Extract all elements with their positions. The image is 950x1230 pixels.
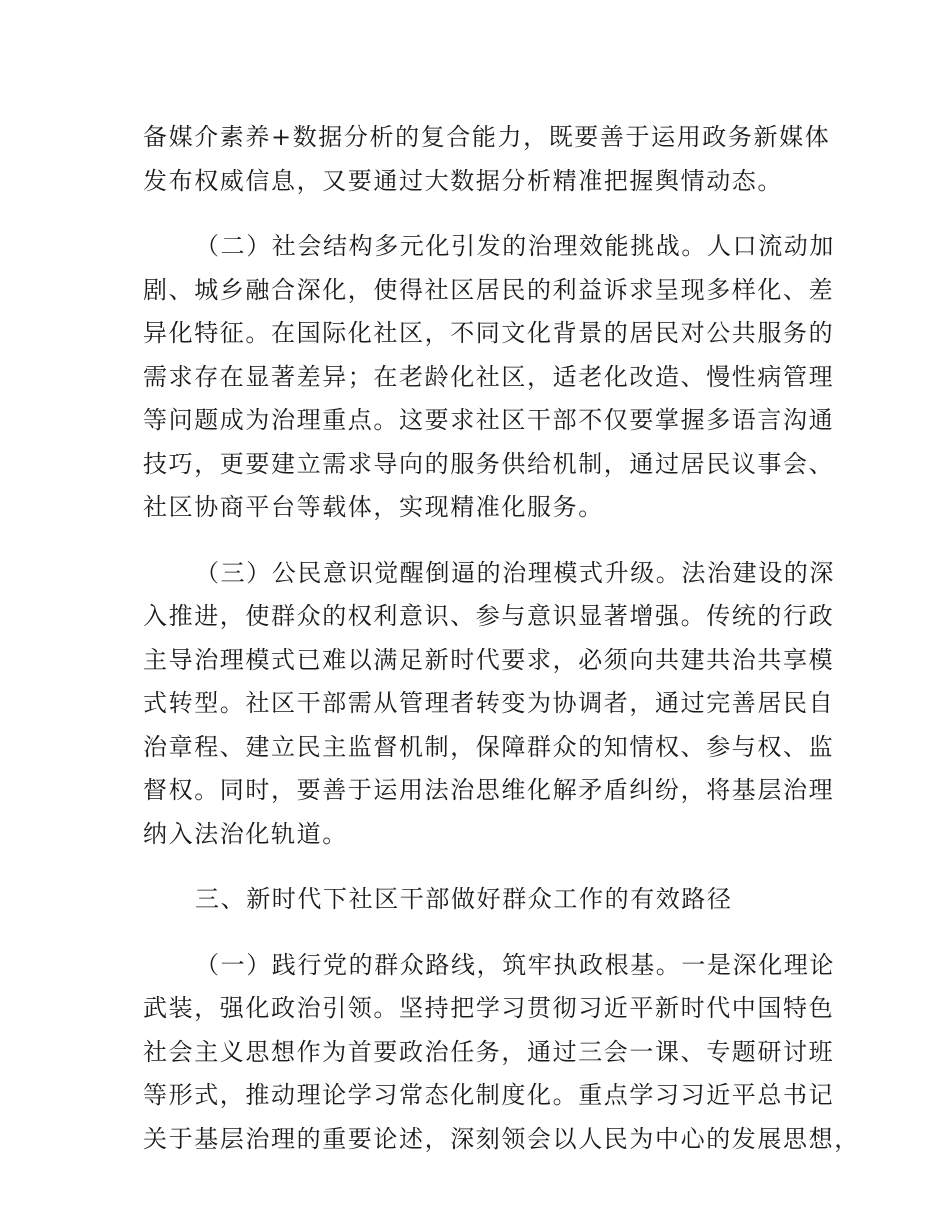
text-line: 异化特征。在国际化社区，不同文化背景的居民对公共服务的 [143, 319, 835, 347]
paragraph-gap [143, 856, 813, 878]
paragraph-heading-line: （二）社会结构多元化引发的治理效能挑战。人口流动加 [195, 232, 835, 260]
text-line: 剧、城乡融合深化，使得社区居民的利益诉求呈现多样化、差 [143, 275, 835, 304]
paragraph-heading-line: （三）公民意识觉醒倒逼的治理模式升级。法治建设的深 [195, 558, 835, 587]
text-line: 督权。同时，要善于运用法治思维化解矛盾纠纷，将基层治理 [143, 776, 835, 804]
text-line: 社区协商平台等载体，实现精准化服务。 [143, 493, 604, 521]
paragraph-gap [143, 530, 813, 552]
text-line: 关于基层治理的重要论述，深刻领会以人民为中心的发展思想， [143, 1124, 860, 1153]
text-line: 式转型。社区干部需从管理者转变为协调者，通过完善居民自 [143, 689, 835, 717]
text-line: 需求存在显著差异；在老龄化社区，适老化改造、慢性病管理 [143, 362, 835, 391]
text-line: 社会主义思想作为首要政治任务，通过三会一课、专题研讨班 [143, 1037, 835, 1066]
text-line: 入推进，使群众的权利意识、参与意识显著增强。传统的行政 [143, 602, 835, 630]
text-line: 技巧，更要建立需求导向的服务供给机制，通过居民议事会、 [143, 449, 835, 478]
text-line: 等问题成为治理重点。这要求社区干部不仅要掌握多语言沟通 [143, 406, 835, 434]
text-line: 治章程、建立民主监督机制，保障群众的知情权、参与权、监 [143, 732, 835, 761]
text-line: 武装，强化政治引领。坚持把学习贯彻习近平新时代中国特色 [143, 994, 835, 1022]
section-heading: 三、新时代下社区干部做好群众工作的有效路径 [195, 885, 733, 913]
paragraph-gap [143, 203, 813, 225]
text-line: 发布权威信息，又要通过大数据分析精准把握舆情动态。 [143, 166, 783, 195]
paragraph-heading-line: （一）践行党的群众路线，筑牢执政根基。一是深化理论 [195, 950, 835, 979]
text-line: 备媒介素养+数据分析的复合能力，既要善于运用政务新媒体 [143, 123, 831, 151]
text-line: 纳入法治化轨道。 [143, 819, 348, 848]
document-body [143, 116, 860, 1161]
text-line: 主导治理模式已难以满足新时代要求，必须向共建共治共享模 [143, 645, 835, 674]
text-line: 等形式，推动理论学习常态化制度化。重点学习习近平总书记 [143, 1081, 835, 1109]
paragraph-gap [143, 922, 813, 944]
